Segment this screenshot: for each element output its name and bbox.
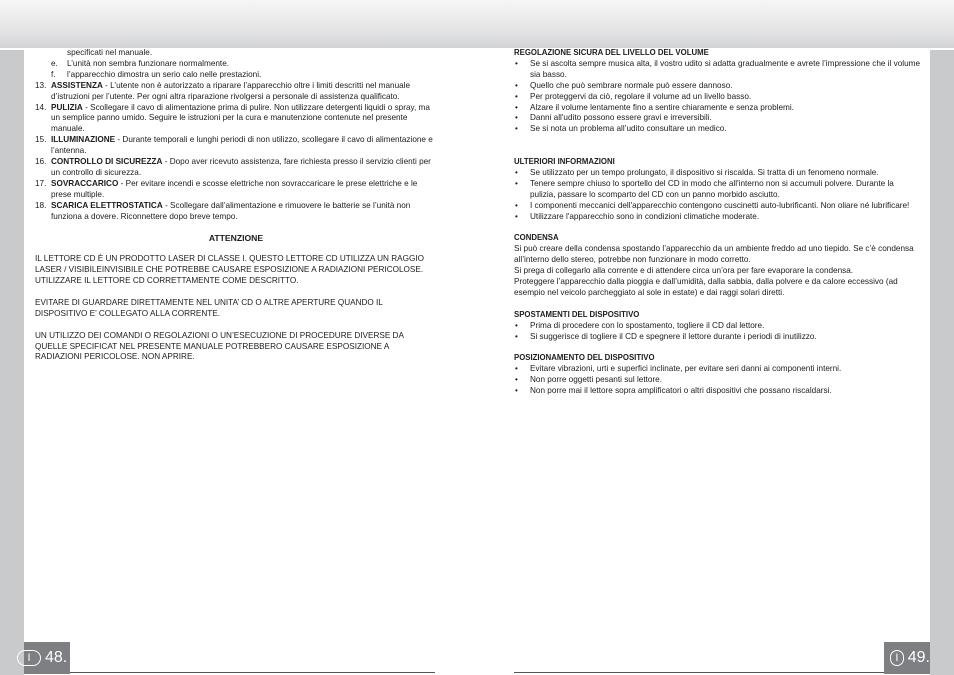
bullet-item: • Prima di procedere con lo spostamento, togliere il CD dal lettore.	[515, 320, 765, 330]
language-badge: I	[17, 650, 41, 666]
list-item-number: 15.	[35, 135, 47, 145]
list-item-text: - Per evitare incendi e scosse elettriche non sovraccaricare le prese elettriche e le prese multiple.	[51, 178, 418, 199]
bullet-item: • Danni all'udito possono essere gravi e irreversibili.	[515, 113, 712, 123]
list-item-number: 18.	[35, 200, 47, 210]
list-item-number: 17.	[35, 178, 47, 188]
list-item	[35, 59, 437, 70]
bullet-item: • I componenti meccanici dell'apparecchio contengono cuscinetti auto-lubrificanti. Non oliare né lubrificare!	[515, 200, 910, 210]
footer-rule-right	[514, 672, 884, 673]
bullet-item: • Evitare vibrazioni, urti e superfici inclinate, per evitare seri danni ai componenti interni.	[515, 364, 842, 374]
list-item-title: PULIZIA	[51, 102, 83, 112]
list-item	[35, 70, 437, 81]
attention-paragraph: EVITARE DI GUARDARE DIRETTAMENTE NEL UNITA’ CD O ALTRE APERTURE QUANDO IL DISPOSITIVO E’ COLLEGATO ALLA CORRENTE.	[35, 297, 383, 318]
bullet-item: • Alzare il volume lentamente fino a sentire chiaramente e senza problemi.	[515, 102, 794, 112]
right-margin-bar	[930, 50, 954, 675]
bullet-text: Alzare il volume lentamente fino a sentire chiaramente e senza problemi.	[530, 102, 794, 112]
bullet-text: Utilizzare l'apparecchio sono in condizioni climatiche moderate.	[530, 211, 760, 221]
bullet-item: • Quello che può sembrare normale può essere dannoso.	[515, 80, 733, 90]
attention-paragraph: UN UTILIZZO DEI COMANDI O REGOLAZIONI O UN’ESECUZIONE DI PROCEDURE DIVERSE DA QUELLE SPECIFICAT NEL PRESENTE MANUALE POTREBBERO CAUSARE ESPOSIZIONE A RADIAZIONI PERICOLOSE. NON APRIRE.	[35, 330, 404, 362]
list-item-illuminazione	[35, 135, 437, 157]
bullet-text: Se utilizzato per un tempo prolungato, il dispositivo si riscalda. Si tratta di un fenomeno normale.	[530, 167, 879, 177]
list-item-title: CONTROLLO DI SICUREZZA	[51, 157, 163, 167]
list-item-text: - Scollegare il cavo di alimentazione prima di pulire. Non utilizzare detergenti liquidi o spray, ma un semplice panno umido. Seguire le istruzioni per la cura e manutenzione contenute nel presente manuale.	[51, 102, 430, 134]
bullet-text: Danni all'udito possono essere gravi e irreversibili.	[530, 113, 712, 123]
bullet-text: Non porre mai il lettore sopra amplificatori o altri dispositivi che possano riscaldarsi.	[530, 386, 832, 396]
bullet-text: Evitare vibrazioni, urti e superfici inclinate, per evitare seri danni ai componenti interni.	[530, 364, 842, 374]
bullet-item: • Utilizzare l'apparecchio sono in condizioni climatiche moderate.	[515, 211, 760, 221]
bullet-text: Se si ascolta sempre musica alta, il vostro udito si adatta gradualmente e avrete l’impressione che il volume sia basso.	[530, 58, 921, 79]
list-item-text: specificati nel manuale.	[67, 48, 153, 57]
list-item-text: l’apparecchio dimostra un serio calo nelle prestazioni.	[67, 69, 262, 79]
section-heading-spostamenti: SPOSTAMENTI DEL DISPOSITIVO	[514, 309, 640, 319]
list-item-assistenza	[35, 81, 437, 103]
left-page-content	[35, 48, 437, 363]
bullet-text: Si suggerisce di togliere il CD e spegnere il lettore durante i periodi di inutilizzo.	[530, 331, 817, 341]
list-item-controllo	[35, 157, 437, 179]
list-item-text: L’unità non sembra funzionare normalmente.	[67, 58, 230, 68]
list-item-title: ILLUMINAZIONE	[51, 135, 116, 145]
list-item-scarica	[35, 201, 437, 223]
bullet-item: • Per proteggervi da ciò, regolare il volume ad un livello basso.	[515, 91, 752, 101]
bullet-item: • Tenere sempre chiuso lo sportello del CD in modo che all'interno non si accumuli polvere. Durante la pulizia, passare lo scomparto del CD con un panno morbido asciutto.	[515, 178, 894, 199]
attention-paragraph: IL LETTORE CD È UN PRODOTTO LASER DI CLASSE I. QUESTO LETTORE CD UTILIZZA UN RAGGIO LASER / VISIBILEINVISIBILE CHE POTREBBE CAUSARE ESPOSIZIONE A RADIAZIONI PERICOLOSE. UTILIZZARE IL LETTORE CD CORRETTAMENTE COME DESCRITTO.	[35, 254, 424, 286]
bullet-text: Per proteggervi da ciò, regolare il volume ad un livello basso.	[530, 91, 752, 101]
list-item-number: 13.	[35, 80, 47, 90]
list-item-number: e.	[51, 58, 58, 68]
section-heading-condensa: CONDENSA	[514, 233, 559, 243]
bullet-item: • Si suggerisce di togliere il CD e spegnere il lettore durante i periodi di inutilizzo.	[515, 331, 817, 341]
condensa-paragraph: Proteggere l’apparecchio dalla pioggia e dall’umidità, dalla sabbia, dalla polvere e da calore eccessivo (ad esempio nel veicolo parcheggiato al sole in estate) e dai raggi solari diretti.	[514, 276, 898, 297]
bullet-item: • Non porre oggetti pesanti sul lettore.	[515, 375, 662, 385]
bullet-item: • Se si nota un problema all’udito consultare un medico.	[515, 124, 727, 134]
bullet-text: Non porre oggetti pesanti sul lettore.	[530, 375, 662, 385]
language-badge: I	[890, 650, 904, 666]
list-item-text: - Durante temporali e lunghi periodi di non utilizzo, scollegare il cavo di alimentazione e l’antenna.	[51, 135, 433, 156]
right-page-content	[514, 48, 920, 397]
bullet-item: • Non porre mai il lettore sopra amplificatori o altri dispositivi che possano riscaldarsi.	[515, 386, 832, 396]
header-band	[0, 0, 954, 48]
list-item-sovraccarico	[35, 179, 437, 201]
section-heading-volume: REGOLAZIONE SICURA DEL LIVELLO DEL VOLUME	[514, 48, 709, 57]
list-item-text: - Dopo aver ricevuto assistenza, fare richiesta presso il servizio clienti per un controllo di sicurezza.	[51, 157, 431, 177]
attention-heading: ATTENZIONE	[208, 232, 264, 243]
bullet-text: I componenti meccanici dell'apparecchio contengono cuscinetti auto-lubrificanti. Non oliare né lubrificare!	[530, 200, 910, 210]
list-item-number: 14.	[35, 102, 47, 112]
bullet-item: • Se utilizzato per un tempo prolungato, il dispositivo si riscalda. Si tratta di un fenomeno normale.	[515, 167, 879, 177]
list-item-text: - Scollegare dall’alimentazione e rimuovere le batterie se l’unità non funziona a dovere. Riconnettere dopo breve tempo.	[51, 200, 411, 221]
list-item	[35, 48, 437, 59]
list-item-text: - L’utente non è autorizzato a riparare l’apparecchio oltre i limiti descritti nel manuale d’istruzioni per l’utente. Per ogni altra riparazione rivolgersi a personale di assistenza qualificato.	[51, 80, 411, 101]
list-item-title: SCARICA ELETTROSTATICA	[51, 200, 163, 210]
bullet-text: Tenere sempre chiuso lo sportello del CD in modo che all'interno non si accumuli polvere. Durante la pulizia, passare lo scomparto del CD con un panno morbido asciutto.	[530, 178, 894, 199]
bullet-text: Quello che può sembrare normale può essere dannoso.	[530, 80, 733, 90]
section-heading-info: ULTERIORI INFORMAZIONI	[514, 157, 615, 167]
page-number: 49.	[907, 649, 930, 666]
bullet-item: • Se si ascolta sempre musica alta, il vostro udito si adatta gradualmente e avrete l’impressione che il volume sia basso.	[515, 58, 921, 79]
bullet-text: Prima di procedere con lo spostamento, togliere il CD dal lettore.	[530, 320, 765, 330]
list-item-pulizia	[35, 103, 437, 136]
section-heading-posizionamento: POSIZIONAMENTO DEL DISPOSITIVO	[514, 353, 655, 363]
footer-rule-left	[24, 672, 435, 673]
bullet-text: Se si nota un problema all’udito consultare un medico.	[530, 124, 727, 134]
list-item-title: SOVRACCARICO	[51, 178, 119, 188]
left-margin-bar	[0, 50, 24, 675]
list-item-title: ASSISTENZA	[51, 80, 103, 90]
page-number-tab-left	[24, 642, 70, 674]
page-number: 48.	[45, 649, 68, 666]
list-item-number: 16.	[35, 157, 47, 167]
condensa-paragraph: Si prega di collegarlo alla corrente e di attendere circa un’ora per fare evaporare la condensa.	[514, 266, 854, 276]
page-number-tab-right	[884, 642, 930, 674]
condensa-paragraph: Si può creare della condensa spostando l’apparecchio da un ambiente freddo ad uno tiepido. Se c’è condensa all’interno dello stereo, potrebbe non funzionare in modo corretto.	[514, 244, 914, 265]
list-item-number: f.	[51, 69, 56, 79]
